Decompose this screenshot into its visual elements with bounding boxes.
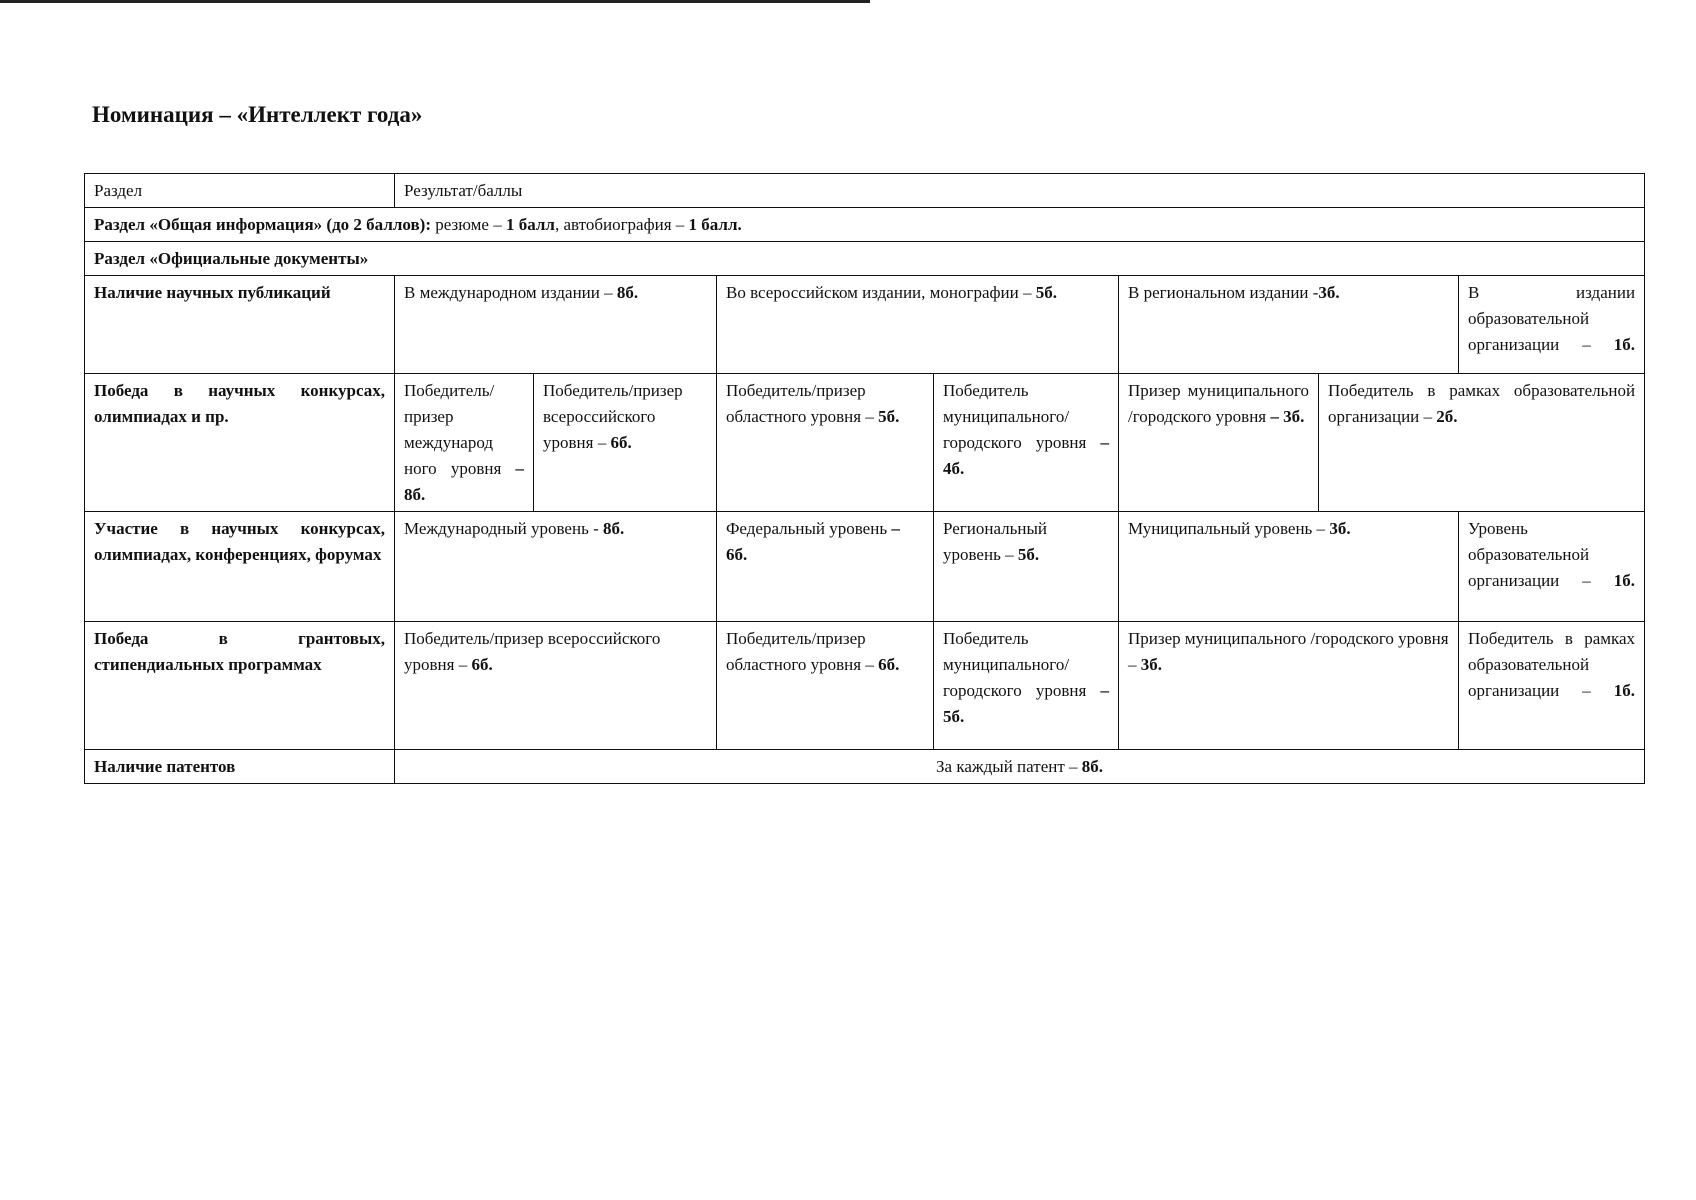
contest-win-intl-text: Победитель/ призер международ ного уровня [404, 381, 516, 478]
contest-participation-intl-points: 8б. [603, 519, 625, 538]
contest-win-label: Победа в научных конкурсах, олимпиадах и пр. [85, 374, 395, 512]
official-docs-cell: Раздел «Официальные документы» [85, 242, 1645, 276]
patents-row [85, 750, 1645, 784]
contest-participation-fed-points: – 6б. [726, 519, 900, 564]
grants-rus-text: Победитель/призер всероссийского уровня – [404, 629, 661, 674]
grants-city-prize-text: Призер муниципального /городского уровня – [1128, 629, 1449, 674]
general-info-row [85, 208, 1645, 242]
contest-win-city-prize-text: Призер муниципального /городского уровня [1128, 381, 1309, 426]
contest-win-city-prize-points: – 3б. [1270, 407, 1305, 426]
grants-org-text: Победитель в рамках образовательной организации – [1468, 629, 1636, 700]
contest-participation-label: Участие в научных конкурсах, олимпиадах, конференциях, форумах [85, 512, 395, 622]
publications-intl-text: В международном издании – [404, 283, 617, 302]
contest-win-row [85, 374, 1645, 512]
contest-participation-reg-points: 5б. [1017, 545, 1040, 564]
grants-row [85, 622, 1645, 750]
grants-city-prize-points: 3б. [1140, 655, 1162, 674]
contest-win-intl-cell [395, 374, 534, 512]
publications-org-points: 1б. [1613, 335, 1636, 354]
contest-participation-mun-cell [1119, 512, 1459, 622]
general-info-points-1: 1 балл [505, 215, 555, 234]
patents-label: Наличие патентов [85, 750, 395, 784]
contest-participation-intl-text: Международный уровень - [404, 519, 603, 538]
publications-reg-cell [1119, 276, 1459, 374]
table-header-row [85, 174, 1645, 208]
contest-win-rus-text: Победитель/призер всероссийского уровня – [543, 381, 683, 452]
publications-rus-text: Во всероссийском издании, монографии – [726, 283, 1036, 302]
publications-intl-points: 8б. [616, 283, 639, 302]
patents-cell [395, 750, 1645, 784]
general-info-points-2: 1 балл. [688, 215, 742, 234]
contest-participation-fed-cell [717, 512, 934, 622]
contest-participation-reg-cell [934, 512, 1119, 622]
publications-reg-points: 3б. [1318, 283, 1340, 302]
contest-participation-org-text: Уровень образовательной организации – [1468, 519, 1614, 590]
contest-win-org-points: 2б. [1436, 407, 1458, 426]
grants-city-prize-cell [1119, 622, 1459, 750]
contest-win-rus-points: 6б. [610, 433, 632, 452]
publications-row [85, 276, 1645, 374]
page-title: Номинация – «Интеллект года» [92, 102, 423, 127]
publications-reg-text: В региональном издании - [1128, 283, 1319, 302]
contest-participation-intl-cell [395, 512, 717, 622]
publications-org-cell [1459, 276, 1645, 374]
grants-region-points: 6б. [878, 655, 900, 674]
publications-rus-points: 5б. [1035, 283, 1057, 302]
patents-points: 8б. [1081, 757, 1104, 776]
contest-win-org-text: Победитель в рамках образовательной организации – [1328, 381, 1636, 426]
grants-rus-cell [395, 622, 717, 750]
grants-org-points: 1б. [1613, 681, 1636, 700]
contest-participation-fed-text: Федеральный уровень [726, 519, 892, 538]
contest-win-city-prize-cell [1119, 374, 1319, 512]
contest-win-org-cell [1319, 374, 1645, 512]
contest-participation-reg-text: Региональный уровень – [943, 519, 1047, 564]
general-info-label: Раздел «Общая информация» (до 2 баллов): [94, 215, 431, 234]
grants-region-text: Победитель/призер областного уровня – [726, 629, 879, 674]
contest-win-rus-cell [534, 374, 717, 512]
grants-region-cell [717, 622, 934, 750]
grants-rus-points: 6б. [471, 655, 493, 674]
grants-org-cell [1459, 622, 1645, 750]
publications-intl-cell [395, 276, 717, 374]
official-docs-row [85, 242, 1645, 276]
grants-label: Победа в грантовых, стипендиальных программах [85, 622, 395, 750]
contest-participation-org-cell [1459, 512, 1645, 622]
publications-rus-cell [717, 276, 1119, 374]
contest-participation-mun-points: 3б. [1329, 519, 1351, 538]
contest-participation-row [85, 512, 1645, 622]
header-result-cell: Результат/баллы [395, 174, 1645, 208]
general-info-mid: , автобиография – [554, 215, 689, 234]
contest-win-region-cell [717, 374, 934, 512]
contest-win-city-text: Победитель муниципального/городского уровня [943, 381, 1101, 452]
general-info-text: резюме – [430, 215, 506, 234]
patents-text: За каждый патент – [936, 757, 1082, 776]
criteria-table [84, 173, 1645, 784]
contest-win-intl-points: – 8б. [404, 459, 524, 504]
header-section-cell: Раздел [85, 174, 395, 208]
contest-win-city-points: – 4б. [943, 433, 1109, 478]
grants-city-cell [934, 622, 1119, 750]
grants-city-points: – 5б. [943, 681, 1109, 726]
grants-city-text: Победитель муниципального/городского уровня [943, 629, 1101, 700]
contest-win-city-cell [934, 374, 1119, 512]
scan-edge-line [0, 0, 870, 3]
publications-label: Наличие научных публикаций [85, 276, 395, 374]
general-info-cell [85, 208, 1645, 242]
publications-org-text: В издании образовательной организации – [1468, 283, 1636, 354]
contest-participation-mun-text: Муниципальный уровень – [1128, 519, 1330, 538]
contest-win-region-text: Победитель/призер областного уровня – [726, 381, 879, 426]
contest-participation-org-points: 1б. [1613, 571, 1636, 590]
contest-win-region-points: 5б. [878, 407, 900, 426]
